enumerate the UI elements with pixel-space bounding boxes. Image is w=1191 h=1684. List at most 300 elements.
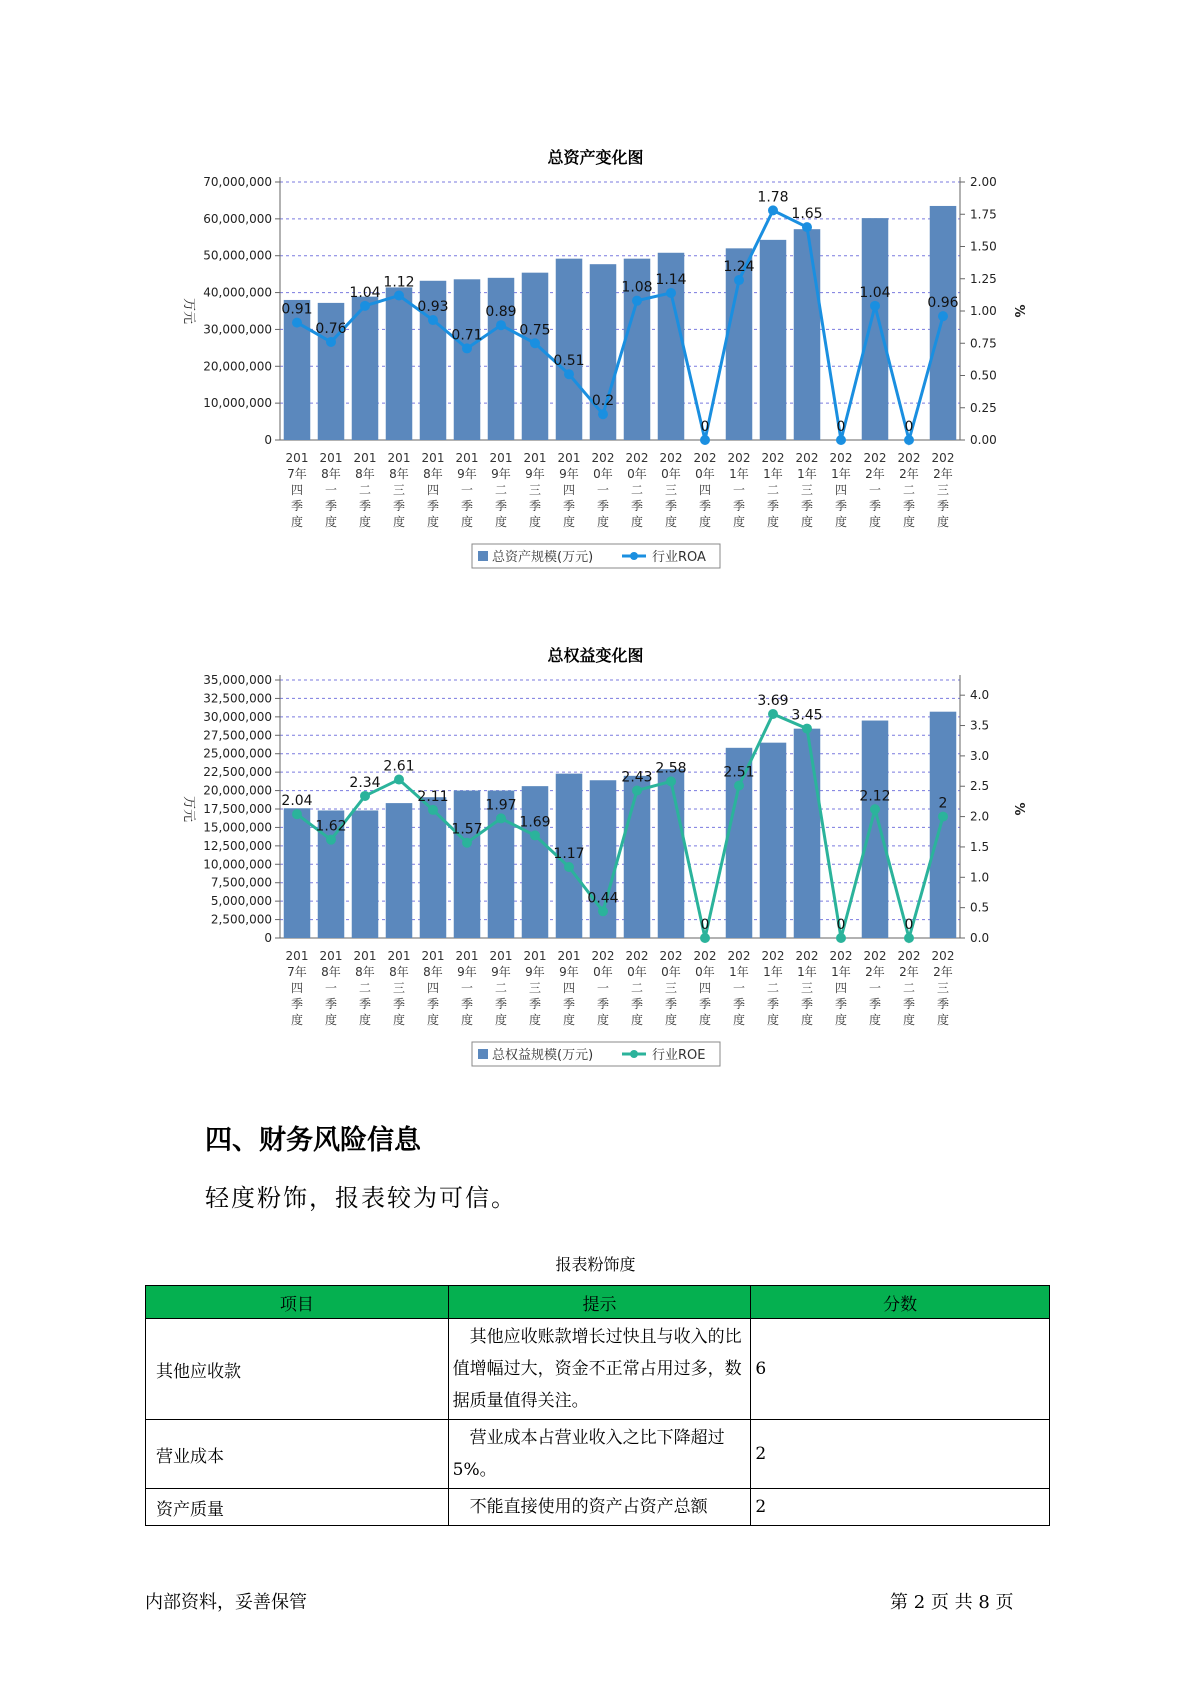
data-label: 1.69: [519, 814, 551, 831]
data-point: [360, 301, 370, 311]
x-tick-label: 度: [868, 515, 882, 529]
x-tick-label: 二: [358, 981, 372, 995]
x-tick-label: 度: [324, 1013, 338, 1027]
data-label: 0.75: [519, 322, 551, 339]
data-label: 2.58: [655, 760, 687, 777]
x-tick-label: 二: [630, 483, 644, 497]
row-hint: 营业成本占营业收入之比下降超过5%。: [448, 1420, 751, 1489]
bar: [862, 218, 889, 440]
x-tick-label: 四: [562, 483, 576, 497]
data-point: [360, 791, 370, 801]
x-tick-label: 二: [766, 981, 780, 995]
x-tick-label: 季: [562, 499, 576, 513]
x-tick-label: 季: [664, 997, 678, 1011]
data-label: 0: [904, 419, 914, 435]
row-hint: 其他应收账款增长过快且与收入的比值增幅过大，资金不正常占用过多，数据质量值得关注。: [448, 1319, 751, 1420]
x-tick-label: 度: [596, 515, 610, 529]
x-tick-label: 201: [387, 949, 411, 963]
x-tick-label: 季: [358, 997, 372, 1011]
y-tick-label: 15,000,000: [203, 820, 272, 835]
x-tick-label: 201: [353, 451, 377, 465]
legend-line-marker: [630, 1050, 638, 1058]
y-tick-label: 17,500,000: [203, 802, 272, 816]
bar: [794, 729, 821, 938]
x-tick-label: 度: [528, 1013, 542, 1027]
x-tick-label: 202: [625, 451, 649, 465]
x-tick-label: 0年: [661, 965, 681, 979]
x-tick-label: 202: [931, 949, 955, 963]
x-tick-label: 8年: [321, 467, 341, 481]
data-label: 0.93: [417, 299, 449, 316]
data-label: 0.96: [927, 295, 959, 312]
x-tick-label: 1年: [831, 965, 851, 979]
x-tick-label: 季: [426, 997, 440, 1011]
data-label: 0: [700, 917, 710, 933]
risk-summary: 轻度粉饰，报表较为可信。: [205, 1184, 517, 1212]
data-label: 0: [836, 917, 846, 933]
x-tick-label: 季: [834, 997, 848, 1011]
y2-tick-label: 1.75: [970, 207, 997, 222]
data-point: [734, 275, 744, 285]
x-tick-label: 度: [630, 1013, 644, 1027]
x-tick-label: 201: [455, 949, 479, 963]
data-point: [938, 812, 948, 822]
data-label: 2.61: [383, 758, 415, 775]
bar: [454, 279, 481, 440]
table-row: [146, 1319, 1050, 1420]
x-tick-label: 8年: [321, 965, 341, 979]
data-point: [530, 830, 540, 840]
table-row: [146, 1489, 1050, 1526]
y2-tick-label: 1.25: [970, 271, 997, 286]
x-tick-label: 度: [936, 515, 950, 529]
y2-tick-label: 1.5: [970, 839, 990, 854]
data-label: 0: [836, 419, 846, 435]
x-tick-label: 度: [562, 515, 576, 529]
data-point: [292, 809, 302, 819]
data-label: 1.97: [485, 797, 517, 814]
x-tick-label: 度: [460, 515, 474, 529]
data-label: 1.04: [349, 284, 381, 301]
x-tick-label: 度: [766, 515, 780, 529]
y-axis-title: 万元: [181, 795, 196, 823]
data-label: 1.14: [655, 271, 687, 288]
y-tick-label: 70,000,000: [203, 175, 272, 189]
bar: [454, 791, 481, 938]
y-tick-label: 50,000,000: [203, 248, 272, 263]
bar: [624, 776, 651, 938]
x-tick-label: 三: [664, 483, 678, 497]
x-tick-label: 202: [829, 949, 853, 963]
x-tick-label: 季: [460, 499, 474, 513]
data-point: [768, 205, 778, 215]
x-tick-label: 季: [596, 499, 610, 513]
x-tick-label: 度: [664, 515, 678, 529]
x-tick-label: 201: [523, 451, 547, 465]
bar: [930, 712, 957, 938]
row-item: 其他应收款: [146, 1319, 449, 1420]
x-tick-label: 三: [936, 483, 950, 497]
y-tick-label: 5,000,000: [210, 894, 272, 909]
x-tick-label: 9年: [491, 965, 511, 979]
x-tick-label: 1年: [763, 965, 783, 979]
row-item: 资产质量: [146, 1489, 449, 1526]
bar: [862, 721, 889, 938]
data-point: [292, 318, 302, 328]
x-tick-label: 202: [761, 949, 785, 963]
data-point: [564, 862, 574, 872]
y-axis-title: 万元: [181, 297, 196, 325]
x-tick-label: 二: [766, 483, 780, 497]
data-label: 1.65: [791, 206, 823, 223]
equity-chart: [0, 668, 1191, 1088]
x-tick-label: 二: [902, 981, 916, 995]
data-label: 0: [904, 917, 914, 933]
x-tick-label: 度: [664, 1013, 678, 1027]
x-tick-label: 201: [285, 949, 309, 963]
x-tick-label: 季: [698, 997, 712, 1011]
y2-tick-label: 2.00: [970, 175, 997, 189]
legend-bar-label: 总资产规模(万元): [492, 550, 594, 565]
data-point: [564, 369, 574, 379]
x-tick-label: 1年: [831, 467, 851, 481]
x-tick-label: 202: [693, 949, 717, 963]
x-tick-label: 度: [358, 1013, 372, 1027]
x-tick-label: 7年: [287, 467, 307, 481]
data-label: 2.43: [621, 769, 653, 786]
x-tick-label: 0年: [695, 467, 715, 481]
data-point: [598, 409, 608, 419]
data-point: [666, 288, 676, 298]
x-tick-label: 202: [863, 451, 887, 465]
x-tick-label: 季: [392, 997, 406, 1011]
x-tick-label: 四: [290, 483, 304, 497]
legend-bar-swatch: [478, 1049, 488, 1059]
x-tick-label: 度: [562, 1013, 576, 1027]
x-tick-label: 1年: [797, 965, 817, 979]
x-tick-label: 度: [800, 1013, 814, 1027]
section-heading: 四、财务风险信息: [205, 1125, 421, 1156]
x-tick-label: 三: [528, 483, 542, 497]
x-tick-label: 202: [897, 949, 921, 963]
x-tick-label: 度: [732, 1013, 746, 1027]
x-tick-label: 202: [931, 451, 955, 465]
x-tick-label: 2年: [899, 467, 919, 481]
x-tick-label: 1年: [763, 467, 783, 481]
y-tick-label: 12,500,000: [203, 838, 272, 853]
x-tick-label: 一: [596, 981, 610, 995]
x-tick-label: 201: [523, 949, 547, 963]
data-point: [768, 709, 778, 719]
y-tick-label: 0: [264, 433, 272, 447]
y-tick-label: 30,000,000: [203, 709, 272, 724]
row-score: 2: [751, 1489, 1050, 1526]
data-label: 2.51: [723, 764, 755, 781]
x-tick-label: 8年: [355, 965, 375, 979]
y-tick-label: 20,000,000: [203, 783, 272, 798]
x-tick-label: 8年: [389, 467, 409, 481]
x-tick-label: 四: [698, 483, 712, 497]
x-tick-label: 9年: [457, 467, 477, 481]
x-tick-label: 度: [290, 515, 304, 529]
x-tick-label: 0年: [695, 965, 715, 979]
data-label: 0.71: [451, 327, 483, 344]
x-tick-label: 度: [596, 1013, 610, 1027]
data-point: [666, 776, 676, 786]
x-tick-label: 1年: [797, 467, 817, 481]
y2-tick-label: 0.25: [970, 400, 997, 415]
x-tick-label: 度: [426, 1013, 440, 1027]
x-tick-label: 二: [494, 981, 508, 995]
x-tick-label: 季: [766, 499, 780, 513]
data-point: [462, 343, 472, 353]
data-point: [428, 315, 438, 325]
x-tick-label: 度: [834, 1013, 848, 1027]
x-tick-label: 季: [392, 499, 406, 513]
data-point: [326, 835, 336, 845]
x-tick-label: 季: [630, 499, 644, 513]
x-tick-label: 三: [800, 981, 814, 995]
x-tick-label: 季: [664, 499, 678, 513]
x-tick-label: 二: [902, 483, 916, 497]
x-tick-label: 季: [562, 997, 576, 1011]
x-tick-label: 季: [324, 997, 338, 1011]
data-point: [530, 338, 540, 348]
data-label: 3.45: [791, 707, 823, 724]
x-tick-label: 9年: [525, 965, 545, 979]
x-tick-label: 度: [868, 1013, 882, 1027]
x-tick-label: 202: [727, 949, 751, 963]
row-score: 2: [751, 1420, 1050, 1489]
x-tick-label: 201: [557, 451, 581, 465]
x-tick-label: 9年: [559, 467, 579, 481]
header-score: 分数: [751, 1286, 1050, 1319]
x-tick-label: 202: [727, 451, 751, 465]
y-tick-label: 0: [264, 931, 272, 945]
x-tick-label: 二: [630, 981, 644, 995]
x-tick-label: 四: [426, 981, 440, 995]
x-tick-label: 度: [800, 515, 814, 529]
x-tick-label: 季: [902, 499, 916, 513]
data-point: [938, 311, 948, 321]
x-tick-label: 2年: [899, 965, 919, 979]
data-point: [870, 301, 880, 311]
y2-tick-label: 2.5: [970, 779, 990, 794]
bar: [522, 273, 549, 440]
x-tick-label: 202: [693, 451, 717, 465]
x-tick-label: 0年: [627, 467, 647, 481]
x-tick-label: 度: [494, 1013, 508, 1027]
x-tick-label: 201: [455, 451, 479, 465]
x-tick-label: 度: [392, 515, 406, 529]
y-tick-label: 35,000,000: [203, 673, 272, 687]
y-tick-label: 40,000,000: [203, 285, 272, 300]
x-tick-label: 8年: [355, 467, 375, 481]
data-point: [904, 933, 914, 943]
x-tick-label: 季: [800, 997, 814, 1011]
x-tick-label: 8年: [423, 467, 443, 481]
x-tick-label: 2年: [865, 965, 885, 979]
x-tick-label: 度: [936, 1013, 950, 1027]
data-label: 2.12: [859, 788, 891, 805]
x-tick-label: 三: [528, 981, 542, 995]
y2-tick-label: 1.00: [970, 304, 997, 318]
data-label: 0.44: [587, 890, 619, 907]
y2-tick-label: 0.75: [970, 336, 997, 351]
x-tick-label: 1年: [729, 965, 749, 979]
x-tick-label: 度: [392, 1013, 406, 1027]
y2-tick-label: 1.50: [970, 239, 997, 254]
x-tick-label: 四: [834, 483, 848, 497]
x-tick-label: 季: [358, 499, 372, 513]
x-tick-label: 三: [664, 981, 678, 995]
data-point: [836, 435, 846, 445]
y2-axis-title: %: [1011, 802, 1026, 816]
x-tick-label: 202: [829, 451, 853, 465]
bar: [760, 743, 787, 938]
data-label: 0.2: [591, 393, 615, 410]
x-tick-label: 2年: [933, 965, 953, 979]
x-tick-label: 一: [868, 483, 882, 497]
data-label: 1.24: [723, 259, 755, 276]
x-tick-label: 季: [630, 997, 644, 1011]
data-point: [632, 296, 642, 306]
y-tick-label: 30,000,000: [203, 322, 272, 337]
x-tick-label: 202: [591, 949, 615, 963]
x-tick-label: 度: [902, 515, 916, 529]
data-label: 0.76: [315, 320, 347, 337]
x-tick-label: 三: [800, 483, 814, 497]
x-tick-label: 202: [761, 451, 785, 465]
bar: [658, 769, 685, 938]
y-tick-label: 7,500,000: [210, 875, 272, 890]
x-tick-label: 度: [290, 1013, 304, 1027]
x-tick-label: 202: [591, 451, 615, 465]
bar: [386, 287, 413, 440]
y2-tick-label: 3.5: [970, 718, 990, 733]
x-tick-label: 201: [421, 451, 445, 465]
x-tick-label: 季: [528, 997, 542, 1011]
row-score: 6: [751, 1319, 1050, 1420]
x-tick-label: 0年: [627, 965, 647, 979]
data-point: [394, 775, 404, 785]
y-tick-label: 2,500,000: [210, 912, 272, 927]
chart-title-assets: 总资产变化图: [547, 148, 644, 167]
data-label: 3.69: [757, 692, 789, 709]
x-tick-label: 8年: [423, 965, 443, 979]
bar: [794, 229, 821, 440]
x-tick-label: 度: [460, 1013, 474, 1027]
bar: [352, 297, 379, 440]
risk-table: [145, 1285, 1050, 1526]
x-tick-label: 201: [319, 451, 343, 465]
y-tick-label: 60,000,000: [203, 211, 272, 226]
data-label: 1.04: [859, 284, 891, 301]
x-tick-label: 8年: [389, 965, 409, 979]
data-label: 2: [938, 795, 948, 812]
x-tick-label: 季: [528, 499, 542, 513]
x-tick-label: 季: [732, 499, 746, 513]
data-label: 1.57: [451, 821, 483, 838]
chart-title-equity: 总权益变化图: [547, 646, 644, 665]
x-tick-label: 9年: [491, 467, 511, 481]
y2-tick-label: 0.5: [970, 900, 990, 915]
y2-tick-label: 0.50: [970, 368, 997, 383]
y-tick-label: 10,000,000: [203, 396, 272, 411]
x-tick-label: 季: [426, 499, 440, 513]
data-label: 1.12: [383, 274, 415, 291]
x-tick-label: 1年: [729, 467, 749, 481]
bar: [386, 803, 413, 938]
x-tick-label: 202: [659, 949, 683, 963]
x-tick-label: 9年: [525, 467, 545, 481]
x-tick-label: 一: [324, 483, 338, 497]
data-point: [700, 933, 710, 943]
x-tick-label: 202: [863, 949, 887, 963]
x-tick-label: 一: [868, 981, 882, 995]
legend-line-marker: [630, 552, 638, 560]
footer-note: 内部资料，妥善保管: [145, 1592, 307, 1613]
table-row: [146, 1420, 1050, 1489]
x-tick-label: 四: [562, 981, 576, 995]
y-tick-label: 32,500,000: [203, 691, 272, 706]
x-tick-label: 度: [732, 515, 746, 529]
x-tick-label: 9年: [457, 965, 477, 979]
data-point: [496, 813, 506, 823]
x-tick-label: 202: [897, 451, 921, 465]
x-tick-label: 7年: [287, 965, 307, 979]
x-tick-label: 度: [426, 515, 440, 529]
data-label: 0.51: [553, 353, 585, 370]
x-tick-label: 季: [494, 499, 508, 513]
x-tick-label: 201: [285, 451, 309, 465]
x-tick-label: 度: [834, 515, 848, 529]
data-label: 2.34: [349, 774, 381, 791]
x-tick-label: 度: [630, 515, 644, 529]
data-point: [904, 435, 914, 445]
y2-tick-label: 2.0: [970, 809, 990, 824]
x-tick-label: 季: [290, 499, 304, 513]
x-tick-label: 二: [358, 483, 372, 497]
x-tick-label: 202: [795, 451, 819, 465]
x-tick-label: 一: [460, 981, 474, 995]
y2-tick-label: 3.0: [970, 748, 990, 763]
legend-bar-swatch: [478, 551, 488, 561]
data-label: 2.04: [281, 793, 313, 810]
bar: [488, 278, 515, 440]
x-tick-label: 季: [766, 997, 780, 1011]
bar: [930, 206, 957, 440]
x-tick-label: 201: [489, 451, 513, 465]
x-tick-label: 四: [834, 981, 848, 995]
x-tick-label: 季: [732, 997, 746, 1011]
data-point: [802, 222, 812, 232]
x-tick-label: 202: [659, 451, 683, 465]
x-tick-label: 度: [698, 1013, 712, 1027]
x-tick-label: 一: [324, 981, 338, 995]
x-tick-label: 202: [795, 949, 819, 963]
data-point: [870, 804, 880, 814]
x-tick-label: 2年: [865, 467, 885, 481]
bar: [556, 259, 583, 440]
data-label: 1.17: [553, 845, 585, 862]
data-label: 1.62: [315, 818, 347, 835]
x-tick-label: 201: [353, 949, 377, 963]
x-tick-label: 0年: [593, 965, 613, 979]
x-tick-label: 度: [698, 515, 712, 529]
y2-tick-label: 4.0: [970, 688, 990, 703]
data-point: [836, 933, 846, 943]
